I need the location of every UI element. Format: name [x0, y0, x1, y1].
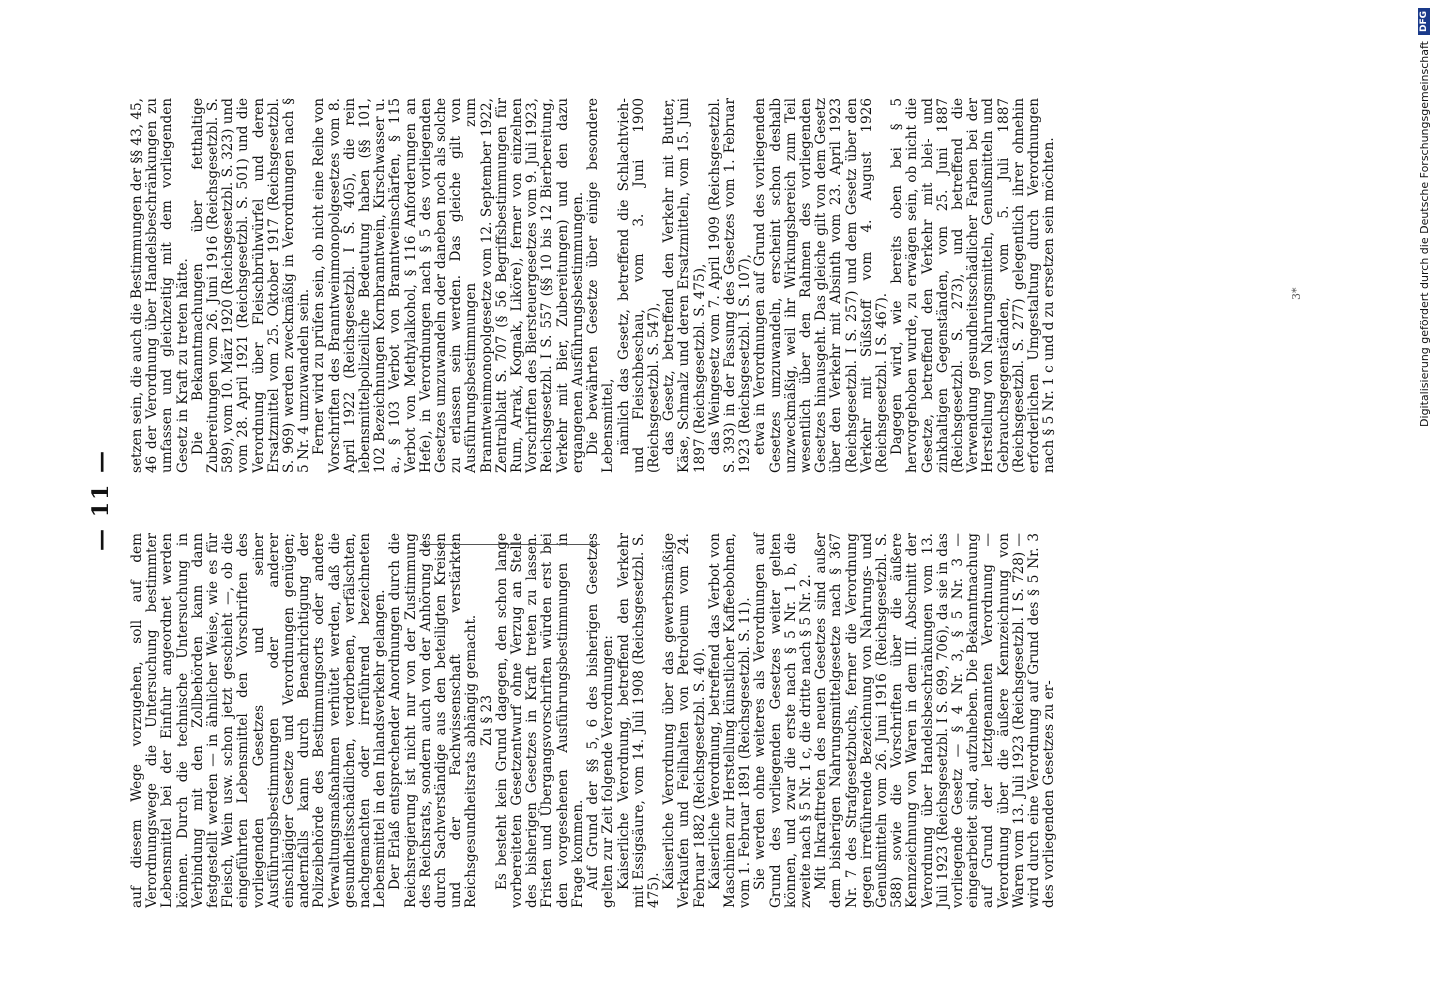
- paragraph: Die Bekanntmachungen über fetthaltige Zubereitungen vom 26. Juni 1916 (Reichsgesetzbl. S. 589), vom 10. März 1920 (Reichsgesetzbl. S. 323) und vom 28. April 1921 (Reichsgesetzbl. S. 501) und die Verordnung über Fleischbrühwürfel und deren Ersatzmittel vom 25. Oktober 1917 (Reichsgesetzbl. S. 969) werden zweckmäßig in Verordnungen nach § 5 Nr. 4 umzuwandeln sein.: [189, 98, 313, 473]
- paragraph: Kaiserliche Verordnung, betreffend den Verkehr mit Essigsäure, vom 14. Juli 1908 (Reichsgesetzbl. S. 475).: [615, 533, 662, 908]
- paragraph: Der Erlaß entsprechender Anordnungen durch die Reichsregierung ist nicht nur von der Zustimmung des Reichsrats, sondern auch von der Anhörung des durch Sachverständige aus den beteiligten Kreisen und der Fachwissenschaft verstärkten Reichsgesundheitsrats abhängig gemacht.: [387, 533, 480, 908]
- paragraph: nämlich das Gesetz, betreffend die Schlachtvieh- und Fleischbeschau, vom 3. Juni 1900 (Reichsgesetzbl. S. 547),: [615, 98, 662, 473]
- column-divider: [420, 544, 600, 545]
- paragraph: Kaiserliche Verordnung, betreffend das Verbot von Maschinen zur Herstellung künstlicher Kaffeebohnen, vom 1. Februar 1891 (Reichsgesetzbl. S. 11).: [706, 533, 754, 908]
- paragraph: das Weingesetz vom 7. April 1909 (Reichsgesetzbl. S. 393) in der Fassung des Gesetzes vom 1. Februar 1923 (Reichsgesetzbl. I S. 107),: [706, 98, 754, 473]
- paragraph: Mit Inkrafttreten des neuen Gesetzes sind außer dem bisherigen Nahrungsmittelgesetze nach § 367 Nr. 7 des Strafgesetzbuchs, ferner die Verordnung gegen irreführende Bezeichnung von Nahrungs- und Genußmitteln vom 26. Juni 1916 (Reichsgesetzbl. S. 588) sowie die Vorschriften über die äußere Kennzeichnung von Waren in dem III. Abschnitt der Verordnung über Handelsbeschränkungen vom 13. Juli 1923 (Reichsgesetzbl. I S. 699, 706), da sie in das vorliegende Gesetz — § 4 Nr. 3, § 5 Nr. 3 — eingearbeitet sind, aufzuheben. Die Bekanntmachung auf Grund der letztgenannten Verordnung — Verordnung über die äußere Kennzeichnung von Waren vom 13. Juli 1923 (Reichsgesetzbl. I S. 728) — wird durch eine Verordnung auf Grund des § 5 Nr. 3 des vorliegenden Gesetzes zu er-: [813, 533, 1058, 908]
- paragraph: Kaiserliche Verordnung über das gewerbsmäßige Verkaufen und Feilhalten von Petroleum vom 24. Februar 1882 (Reichsgesetzbl. S. 40).: [661, 533, 708, 908]
- page-number: — 11 —: [88, 449, 114, 551]
- paragraph: Die bewährten Gesetze über einige besondere Lebensmittel,: [585, 98, 617, 473]
- paragraph: Es besteht kein Grund dagegen, den schon lange vorbereiteten Gesetzentwurf ohne Verzug an Stelle des bisherigen Gesetzes in Kraft treten zu lassen. Fristen und Übergangsvorschriften würden erst bei den vorgesehenen Ausführungsbestimmungen in Frage kommen.: [493, 533, 586, 908]
- section-heading: Zu § 23: [478, 695, 495, 746]
- paragraph: Ferner wird zu prüfen sein, ob nicht eine Reihe von Vorschriften des Branntweinmonopolgesetzes vom 8. April 1922 (Reichsgesetzbl. I S. 405), die rein lebensmittelpolizeiliche Bedeutung haben (§§ 101, 102 Bezeichnungen Kornbranntwein, Kirschwasser u. a., § 103 Verbot von Branntweinschärfen, § 115 Verbot von Methylalkohol, § 116 Anforderungen an Hefe), in Verordnungen nach § 5 des vorliegenden Gesetzes umzuwandeln oder daneben noch als solche zu erlassen sein werden. Das gleiche gilt von Ausführungsbestimmungen zum Branntweinmonopolgesetze vom 12. September 1922, Zentralblatt S. 707 (§ 56 Begriffsbestimmungen für Rum, Arrak, Kognak, Liköre), ferner von einzelnen Vorschriften des Biersteuergesetzes vom 9. Juli 1923, Reichsgesetzbl. I S. 557 (§§ 10 bis 12 Bierbereitung, Verkehr mit Bier, Zubereitungen) und den dazu ergangenen Ausführungsbestimmungen.: [311, 98, 586, 473]
- paragraph: Sie werden ohne weiteres als Verordnungen auf Grund des vorliegenden Gesetzes weiter gelten können, und zwar die erste nach § 5 Nr. 1 b, die zweite nach § 5 Nr. 1 c, die dritte nach § 5 Nr. 2.: [752, 533, 814, 908]
- signature-mark: 3*: [1290, 287, 1303, 300]
- paragraph: Dagegen wird, wie bereits oben bei § 5 hervorgehoben wurde, zu erwägen sein, ob nicht die Gesetze, betreffend den Verkehr mit blei- und zinkhaltigen Gegenständen, vom 25. Juni 1887 (Reichsgesetzbl. S. 273), und betreffend die Verwendung gesundheitsschädlicher Farben bei der Herstellung von Nahrungsmitteln, Genußmitteln und Gebrauchsgegenständen, vom 5. Juli 1887 (Reichsgesetzbl. S. 277) gelegentlich ihrer ohnehin erforderlichen Umgestaltung durch Verordnungen nach § 5 Nr. 1 c und d zu ersetzen sein möchten.: [889, 98, 1058, 473]
- paragraph: setzen sein, die auch die Bestimmungen der §§ 43, 45, 46 der Verordnung über Handelsbeschränkungen zu umfassen und gleichzeitig mit dem vorliegenden Gesetz in Kraft zu treten hätte.: [129, 98, 191, 473]
- paragraph: Auf Grund der §§ 5, 6 des bisherigen Gesetzes gelten zur Zeit folgende Verordnungen:: [585, 533, 617, 908]
- right-text-column: [130, 98, 1057, 473]
- credit-text: Digitalisierung gefördert durch die Deutsche Forschungsgemeinschaft: [1417, 41, 1431, 427]
- paragraph: das Gesetz, betreffend den Verkehr mit Butter, Käse, Schmalz und deren Ersatzmitteln, vom 15. Juni 1897 (Reichsgesetzbl. S. 475),: [661, 98, 708, 473]
- dfg-logo: DFG: [1418, 8, 1430, 35]
- left-text-column: [130, 533, 1057, 908]
- paragraph: etwa in Verordnungen auf Grund des vorliegenden Gesetzes umzuwandeln, erscheint schon deshalb unzweckmäßig, weil ihr Wirkungsbereich zum Teil wesentlich über den Rahmen des vorliegenden Gesetzes hinausgeht. Das gleiche gilt von dem Gesetz über den Verkehr mit Absinth vom 23. April 1923 (Reichsgesetzbl. I S. 257) und dem Gesetz über den Verkehr mit Süßstoff vom 4. August 1926 (Reichsgesetzbl. I S. 467).: [752, 98, 890, 473]
- paragraph: auf diesem Wege vorzugehen, soll auf dem Verordnungswege die Untersuchung bestimmter Lebensmittel bei der Einfuhr angeordnet werden können. Durch die technische Untersuchung in Verbindung mit den Zollbehörden kann dann festgestellt werden — in ähnlicher Weise, wie es für Fleisch, Wein usw. schon jetzt geschieht —, ob die eingeführten Lebensmittel den Vorschriften des vorliegenden Gesetzes und seiner Ausführungsbestimmungen oder anderer einschlägiger Gesetze und Verordnungen genügen; andernfalls kann durch Benachrichtigung der Polizeibehörde des Bestimmungsorts oder andere Verwaltungsmaßnahmen verhütet werden, daß die gesundheitsschädlichen, verdorbenen, verfälschten, nachgemachten oder irreführend bezeichneten Lebensmittel in den Inlandsverkehr gelangen.: [129, 533, 389, 908]
- digitization-credit: [1414, 0, 1434, 1000]
